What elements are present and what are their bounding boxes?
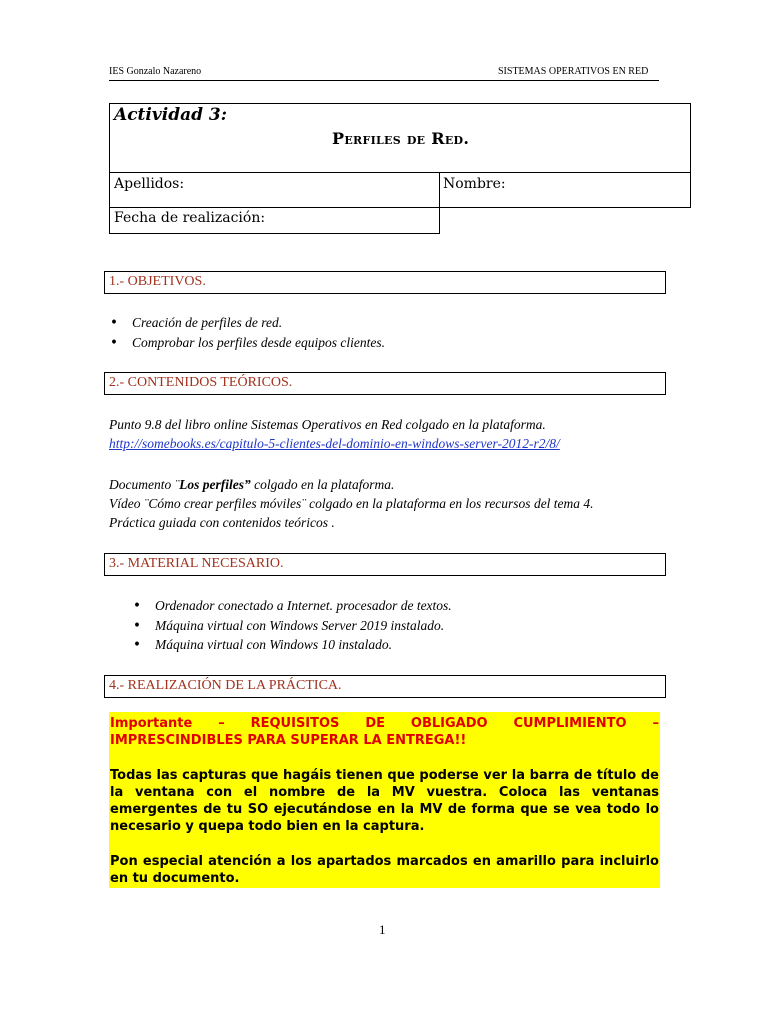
documento-line <box>109 477 394 493</box>
section-realizacion: 4.- REALIZACIÓN DE LA PRÁCTICA. <box>104 675 666 698</box>
bullet-icon: • <box>133 637 141 653</box>
video-line: Vídeo ¨Cómo crear perfiles móviles¨ colgado en la plataforma en los recursos del tema 4. <box>109 496 594 511</box>
documento-suffix: colgado en la plataforma. <box>250 477 395 492</box>
document-title: Perfiles de Red. <box>332 129 470 148</box>
material-item: Máquina virtual con Windows Server 2019 instalado. <box>155 618 445 633</box>
header-rule <box>109 80 659 81</box>
objetivo-item: Creación de perfiles de red. <box>132 315 283 330</box>
apellidos-label: Apellidos: <box>114 176 185 192</box>
bullet-icon: • <box>110 315 118 331</box>
header-right: SISTEMAS OPERATIVOS EN RED <box>498 66 649 77</box>
section-material: 3.- MATERIAL NECESARIO. <box>104 553 666 576</box>
objetivo-item: Comprobar los perfiles desde equipos clientes. <box>132 335 385 350</box>
header-left: IES Gonzalo Nazareno <box>109 66 202 77</box>
contenidos-line: Punto 9.8 del libro online Sistemas Operativos en Red colgado en la plataforma. <box>109 417 546 432</box>
nombre-label: Nombre: <box>443 176 506 192</box>
important-paragraph-1: Todas las capturas que hagáis tienen que poderse ver la barra de título de la ventana con el nombre de la MV vuestra. Coloca las ventanas emergentes de tu SO ejecutándose en la MV de forma que se vea todo lo necesario y quepa todo bien en la captura. <box>110 768 659 834</box>
material-item: Ordenador conectado a Internet. procesador de textos. <box>155 598 452 613</box>
documento-prefix: Documento ¨ <box>109 477 180 492</box>
somebooks-link[interactable]: http://somebooks.es/capitulo-5-clientes-del-dominio-en-windows-server-2012-r2/8/ <box>109 436 560 451</box>
practica-line: Práctica guiada con contenidos teóricos . <box>109 515 335 530</box>
documento-name: Los perfiles” <box>179 477 251 492</box>
bullet-icon: • <box>110 335 118 351</box>
important-paragraph-2: Pon especial atención a los apartados marcados en amarillo para incluirlo en tu documento. <box>110 854 659 886</box>
page-number: 1 <box>379 922 386 937</box>
bullet-icon: • <box>133 618 141 634</box>
bullet-icon: • <box>133 598 141 614</box>
section-objetivos: 1.- OBJETIVOS. <box>104 271 666 294</box>
important-label: Importante – REQUISITOS DE OBLIGADO CUMPLIMIENTO – IMPRESCINDIBLES PARA SUPERAR LA ENTREGA!! <box>110 716 659 748</box>
fecha-label: Fecha de realización: <box>114 210 266 226</box>
section-contenidos: 2.- CONTENIDOS TEÓRICOS. <box>104 372 666 395</box>
activity-label: Actividad 3: <box>114 105 227 125</box>
material-item: Máquina virtual con Windows 10 instalado. <box>155 637 393 652</box>
